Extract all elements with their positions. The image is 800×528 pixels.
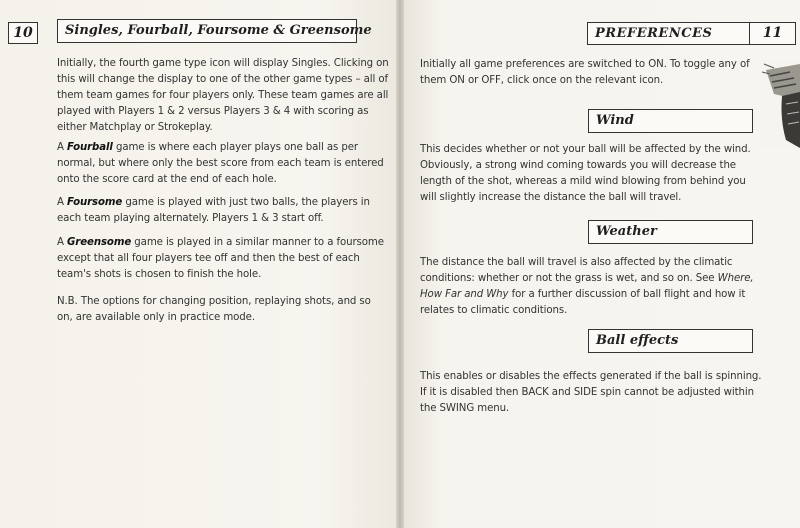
left-paragraph-fourball: A Fourball game is where each player plays one ball as per normal, but where only the best score from each team is entered onto the score card at the end of each hole. <box>57 142 384 185</box>
weather-cross-reference: Where, How Far and Why <box>420 273 754 300</box>
wind-paragraph: This decides whether or not your ball will be affected by the wind. Obviously, a strong wind coming towards you will decrease the length of the shot, whereas a mild wind blowing from behind you will slightly increase the distance the ball will travel. <box>420 144 751 203</box>
right-paragraph-intro: Initially all game preferences are switched to ON. To toggle any of them ON or OFF, click once on the relevant icon. <box>420 59 750 86</box>
greensome-term: Greensome <box>67 237 132 248</box>
weather-paragraph: The distance the ball will travel is also affected by the climatic conditions: whether or not the grass is wet, and so on. See Where, How Far and Why for a further discussion of ball flight and how it relates to climatic conditions. <box>420 257 754 316</box>
fourball-term: Fourball <box>67 142 113 153</box>
left-paragraph-greensome: A Greensome game is played in a similar manner to a foursome except that all four players tee off and then the best of each team's shots is chosen to finish the hole. <box>57 237 384 280</box>
golfer-illustration-icon <box>760 60 800 148</box>
left-paragraph-intro: Initially, the fourth game type icon will display Singles. Clicking on this will change the display to one of the other game types – all of them team games for four players only. These team games are all played with Players 1 & 2 versus Players 3 & 4 with scoring as either Matchplay or Strokeplay. <box>57 58 389 133</box>
weather-heading: Weather <box>588 220 753 244</box>
ball-effects-heading: Ball effects <box>588 329 753 353</box>
right-page-title: PREFERENCES <box>587 22 750 45</box>
right-page-number: 11 <box>750 22 796 45</box>
left-paragraph-foursome: A Foursome game is played with just two balls, the players in each team playing alternately. Players 1 & 3 start off. <box>57 197 370 224</box>
page-gutter <box>396 0 404 528</box>
left-page-title: Singles, Fourball, Foursome & Greensome <box>57 19 357 43</box>
left-paragraph-nb: N.B. The options for changing position, replaying shots, and so on, are available only in practice mode. <box>57 296 371 323</box>
left-page-number: 10 <box>8 22 38 44</box>
wind-heading: Wind <box>588 109 753 133</box>
foursome-term: Foursome <box>67 197 123 208</box>
ball-effects-paragraph: This enables or disables the effects generated if the ball is spinning. If it is disabled then BACK and SIDE spin cannot be adjusted within the SWING menu. <box>420 371 762 414</box>
